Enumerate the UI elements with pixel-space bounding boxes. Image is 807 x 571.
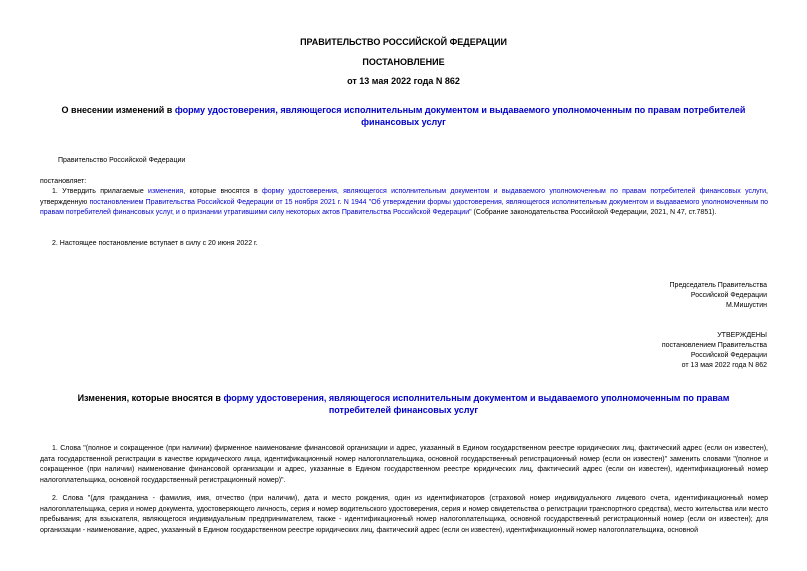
document-title bbox=[35, 104, 772, 128]
signature-name: М.Мишустин bbox=[725, 302, 767, 309]
p1-text-a: 1. Утвердить прилагаемые bbox=[52, 188, 149, 195]
p1-text-d: (Собрание законодательства Российской Федерации, 2021, N 47, ст.7851). bbox=[471, 209, 717, 216]
document-date: от 13 мая 2022 года N 862 bbox=[347, 76, 460, 86]
changes-link[interactable]: изменения bbox=[148, 188, 184, 195]
p1-text-c: , утвержденную bbox=[40, 188, 768, 206]
title-form-link[interactable]: форму удостоверения, являющегося исполнительным документом и выдаваемого уполномоченным по правам потребителей финансовых услуг bbox=[174, 105, 746, 127]
approved-block bbox=[662, 331, 767, 371]
title-prefix: О внесении изменений в bbox=[61, 105, 175, 115]
government-heading: ПРАВИТЕЛЬСТВО РОССИЙСКОЙ ФЕДЕРАЦИИ bbox=[300, 37, 507, 47]
approved-heading: УТВЕРЖДЕНЫ bbox=[717, 332, 767, 339]
paragraph-2: 2. Настоящее постановление вступает в силу с 20 июня 2022 г. bbox=[52, 240, 258, 247]
approved-by: постановлением Правительства bbox=[661, 342, 767, 349]
approved-country: Российской Федерации bbox=[690, 352, 767, 359]
changes-title bbox=[50, 392, 757, 416]
decides-text: постановляет: bbox=[40, 178, 87, 185]
document-type: ПОСТАНОВЛЕНИЕ bbox=[362, 57, 445, 67]
change-item-2: 2. Слова "(для гражданина - фамилия, имя, отчество (при наличии), дата и место рождения, один из идентификаторов (страховой номер индивидуального лицевого счета, идентификационный номер налогоплательщика, серия и номер документа, удостоверяющего личность, серия и номер водительского удостоверения, серия и номер свидетельства о регистрации транспортного средства), место жительства или место пребывания; для взыскателя, являющегося индивидуальным предпринимателем, также - идентификационный номер налогоплательщика, основной государственный регистрационный номер (если он известен); для организации - наименование, адрес, указанный в Едином государственном реестре юридических лиц, фактический адрес (если он известен), идентификационный номер налогоплательщика, основной bbox=[40, 495, 768, 534]
approved-date: от 13 мая 2022 года N 862 bbox=[681, 362, 767, 369]
resolution-1944-link[interactable]: постановлением Правительства Российской Федерации от 15 ноября 2021 г. N 1944 "Об утверждении формы удостоверения, являющегося исполнительным документом и выдаваемого уполномоченным по правам потребителей финансовых услуг, и о признании утратившими силу некоторых актов Правительства Российской Федерации" bbox=[40, 198, 769, 216]
signature-country: Российской Федерации bbox=[690, 292, 767, 299]
changes-title-prefix: Изменения, которые вносятся в bbox=[77, 393, 224, 403]
signature-position: Председатель Правительства bbox=[669, 282, 767, 289]
p1-text-b: , которые вносятся в bbox=[183, 188, 262, 195]
intro-text: Правительство Российской Федерации bbox=[58, 157, 186, 164]
signature-block bbox=[670, 281, 767, 311]
paragraph-1 bbox=[40, 187, 768, 219]
changes-title-link[interactable]: форму удостоверения, являющегося исполнительным документом и выдаваемого уполномоченным по правам потребителей финансовых услуг bbox=[223, 393, 730, 415]
form-link[interactable]: форму удостоверения, являющегося исполнительным документом и выдаваемого уполномоченным по правам потребителей финансовых услуги bbox=[261, 188, 767, 195]
change-item-1: 1. Слова "(полное и сокращенное (при наличии) фирменное наименование финансовой организации и адрес, указанный в Едином государственном реестре юридических лиц, фактический адрес (если он известен), дата государственной регистрации в качестве юридического лица, идентификационный номер налогоплательщика, основной государственный регистрационный номер (если он известен)" заменить словами "(полное и сокращенное (при наличии) наименование финансовой организации и адрес, указанные в Едином государственном реестре юридических лиц, фактический адрес (если он известен), идентификационный номер налогоплательщика, основной государственный регистрационный номер)". bbox=[40, 445, 768, 484]
